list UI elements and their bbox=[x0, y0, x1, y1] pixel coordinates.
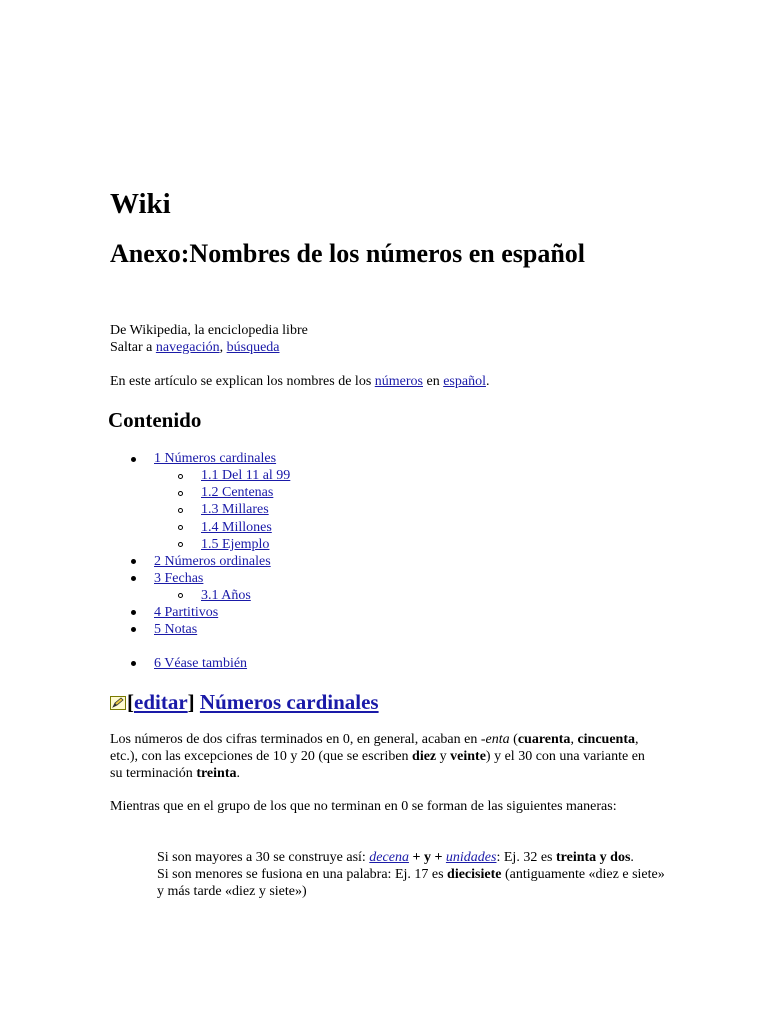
bullet-icon bbox=[131, 661, 136, 666]
bold-veinte: veinte bbox=[450, 749, 486, 764]
para-text: y bbox=[436, 749, 451, 764]
bullet-icon bbox=[131, 627, 136, 632]
espanol-link[interactable]: español bbox=[443, 374, 486, 389]
circle-bullet-icon bbox=[178, 593, 183, 598]
para-text: , etc.), con las excepciones de 10 y 20 (que se escriben bbox=[110, 732, 639, 764]
jump-separator: , bbox=[219, 340, 227, 355]
bold-cuarenta: cuarenta bbox=[517, 732, 571, 747]
jump-prefix: Saltar a bbox=[110, 340, 156, 355]
bold-diecisiete: diecisiete bbox=[447, 867, 502, 882]
decena-link[interactable]: decena bbox=[369, 850, 409, 865]
rule-menores bbox=[157, 866, 667, 900]
edit-bracket-close: ] bbox=[187, 690, 195, 714]
formation-rules bbox=[157, 849, 667, 900]
rule-text: Si son mayores a 30 se construye así: bbox=[157, 850, 370, 865]
toc-item-del-11-al-99[interactable]: 1.1 Del 11 al 99 bbox=[201, 468, 291, 483]
jump-to-line bbox=[110, 339, 308, 356]
bullet-icon bbox=[131, 457, 136, 462]
toc-item-fechas[interactable]: 3 Fechas bbox=[154, 571, 204, 586]
unidades-link[interactable]: unidades bbox=[445, 850, 497, 865]
intro-text-2: en bbox=[422, 374, 444, 389]
toc-item-millares[interactable]: 1.3 Millares bbox=[201, 502, 269, 517]
toc-item-notas[interactable]: 5 Notas bbox=[154, 622, 198, 637]
search-link[interactable]: búsqueda bbox=[226, 340, 280, 355]
para-text: , bbox=[570, 732, 578, 747]
italic-enta: enta bbox=[485, 732, 510, 747]
navigation-link[interactable]: navegación bbox=[155, 340, 220, 355]
bullet-icon bbox=[131, 610, 136, 615]
article-title: Anexo:Nombres de los números en español bbox=[110, 239, 586, 268]
toc-item-millones[interactable]: 1.4 Millones bbox=[201, 520, 272, 535]
rule-text: : Ej. 32 es bbox=[496, 850, 556, 865]
bold-y: y bbox=[423, 850, 431, 865]
bullet-icon bbox=[131, 559, 136, 564]
bold-cincuenta: cincuenta bbox=[577, 732, 635, 747]
edit-bracket-open: [ bbox=[127, 690, 134, 714]
rule-text: Si son menores se fusiona en una palabra: Ej. 17 es bbox=[157, 867, 448, 882]
bold-treinta-y-dos: treinta y dos bbox=[555, 850, 631, 865]
intro-text-3: . bbox=[485, 374, 490, 389]
plus-sign: + bbox=[434, 850, 443, 865]
section-heading-numeros-cardinales bbox=[110, 688, 379, 716]
plus-sign: + bbox=[412, 850, 421, 865]
section-title-link[interactable]: Números cardinales bbox=[199, 690, 379, 714]
rule-text: . bbox=[630, 850, 634, 865]
numeros-link[interactable]: números bbox=[374, 374, 423, 389]
circle-bullet-icon bbox=[178, 525, 183, 530]
toc-item-centenas[interactable]: 1.2 Centenas bbox=[201, 485, 274, 500]
bullet-icon bbox=[131, 576, 136, 581]
circle-bullet-icon bbox=[178, 508, 183, 513]
toc-heading: Contenido bbox=[108, 408, 202, 432]
edit-link[interactable]: editar bbox=[134, 690, 188, 714]
circle-bullet-icon bbox=[178, 491, 183, 496]
rule-text: (antiguamente «diez e siete» y más tarde «diez y siete») bbox=[157, 867, 665, 899]
rule-mayores-30 bbox=[157, 849, 667, 866]
toc-item-vease-tambien[interactable]: 6 Véase también bbox=[154, 656, 248, 671]
toc-item-numeros-cardinales[interactable]: 1 Números cardinales bbox=[154, 451, 277, 466]
para-text: . bbox=[236, 766, 240, 781]
toc-item-numeros-ordinales[interactable]: 2 Números ordinales bbox=[154, 554, 271, 569]
intro-paragraph bbox=[110, 373, 489, 390]
circle-bullet-icon bbox=[178, 474, 183, 479]
site-title: Wiki bbox=[110, 188, 171, 220]
cardinales-paragraph bbox=[110, 731, 660, 782]
circle-bullet-icon bbox=[178, 542, 183, 547]
intro-text-1: En este artículo se explican los nombres de los bbox=[110, 374, 375, 389]
bold-treinta: treinta bbox=[196, 766, 237, 781]
para-text: ) y el 30 con una variante en su terminación bbox=[110, 749, 645, 781]
from-wikipedia-text: De Wikipedia, la enciclopedia libre bbox=[110, 323, 308, 338]
edit-pencil-icon[interactable] bbox=[110, 689, 126, 703]
tagline-block bbox=[110, 322, 308, 356]
toc-item-partitivos[interactable]: 4 Partitivos bbox=[154, 605, 219, 620]
bold-diez: diez bbox=[412, 749, 437, 764]
para-text: ( bbox=[509, 732, 518, 747]
toc-item-anos[interactable]: 3.1 Años bbox=[201, 588, 251, 603]
maneras-paragraph: Mientras que en el grupo de los que no terminan en 0 se forman de las siguientes maneras: bbox=[110, 799, 617, 814]
para-text: Los números de dos cifras terminados en 0, en general, acaban en - bbox=[110, 732, 486, 747]
toc-item-ejemplo[interactable]: 1.5 Ejemplo bbox=[201, 537, 270, 552]
